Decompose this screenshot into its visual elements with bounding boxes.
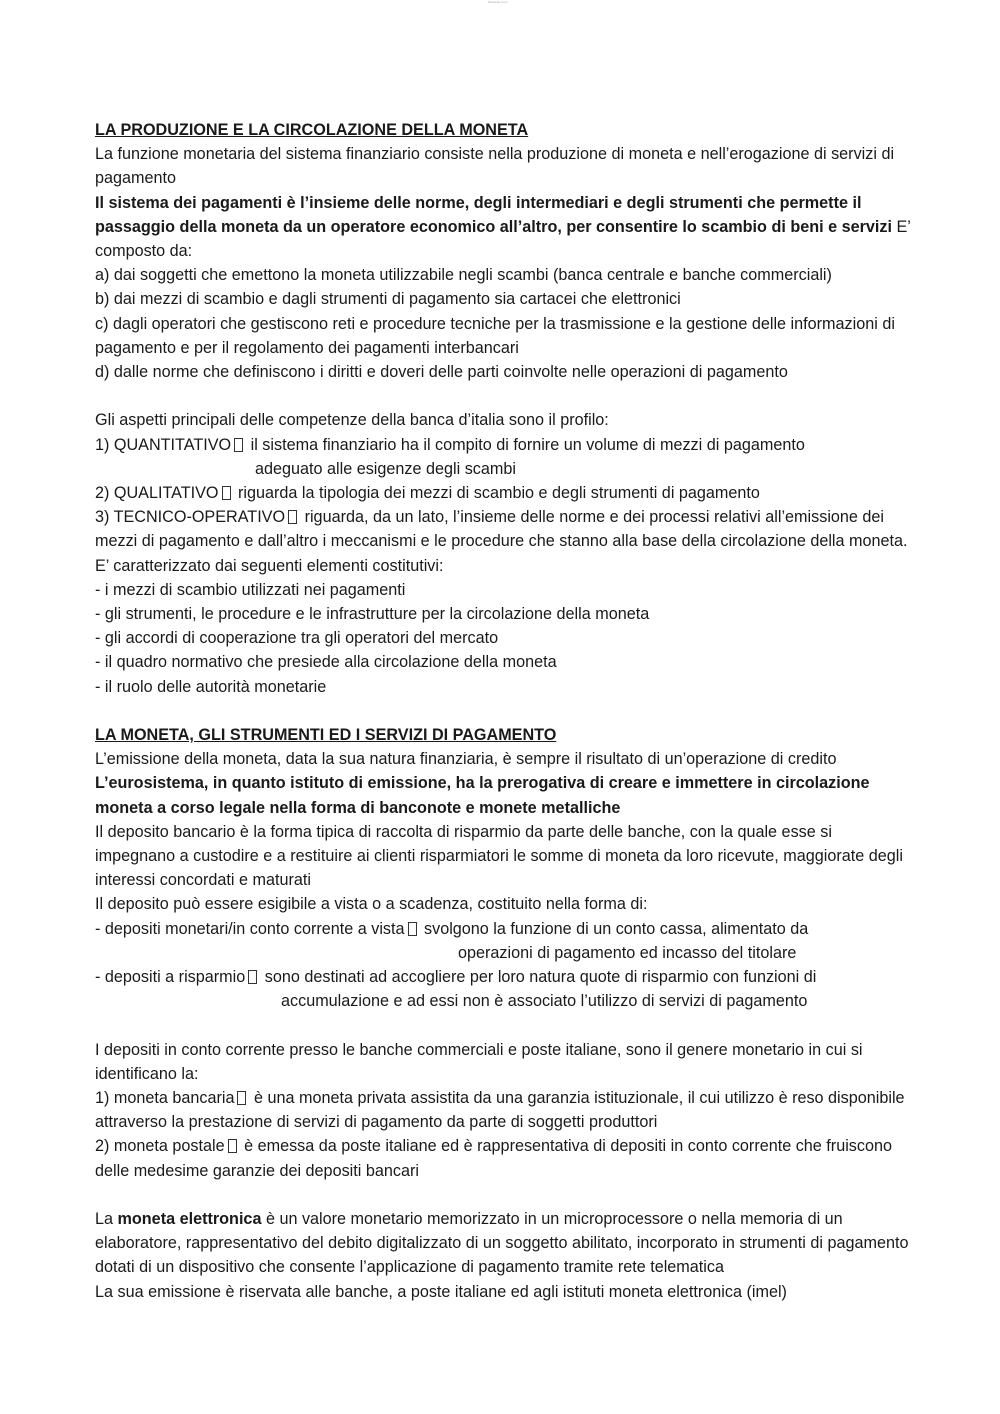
label: 1) QUANTITATIVO [95, 435, 232, 454]
document-body [95, 118, 915, 1304]
text: il sistema finanziario ha il compito di fornire un volume di mezzi di pagamento [246, 435, 805, 454]
paragraph: La funzione monetaria del sistema finanziario consiste nella produzione di moneta e nell’erogazione di servizi di pagamento [95, 145, 895, 188]
text: svolgono la funzione di un conto cassa, alimentato da [419, 919, 809, 938]
continuation-line: operazioni di pagamento ed incasso del titolare [458, 943, 797, 962]
list-item: - il ruolo delle autorità monetarie [95, 677, 327, 696]
list-item: - il quadro normativo che presiede alla circolazione della moneta [95, 653, 557, 672]
list-item [95, 1134, 915, 1182]
label: 1) moneta bancaria [95, 1089, 235, 1108]
list-item [95, 917, 915, 941]
arrow-icon [234, 438, 243, 452]
list-item [95, 1086, 915, 1134]
list-item: - gli strumenti, le procedure e le infrastrutture per la circolazione della moneta [95, 605, 650, 624]
label: 3) TECNICO-OPERATIVO [95, 508, 286, 527]
label: 2) QUALITATIVO [95, 484, 219, 503]
list-item [95, 481, 915, 505]
paragraph: I depositi in conto corrente presso le banche commerciali e poste italiane, sono il genere monetario in cui si identificano la: [95, 1040, 863, 1083]
bold-paragraph: L’eurosistema, in quanto istituto di emissione, ha la prerogativa di creare e immettere in circolazione moneta a corso legale nella forma di banconote e monete metalliche [95, 774, 870, 817]
arrow-icon [222, 486, 231, 500]
text: sono destinati ad accogliere per loro natura quote di risparmio con funzioni di [260, 968, 817, 987]
paragraph [95, 191, 915, 264]
label: - depositi a risparmio [95, 968, 246, 987]
label: 2) moneta postale [95, 1137, 225, 1156]
list-item [95, 505, 915, 578]
arrow-icon [408, 922, 417, 936]
list-item: c) dagli operatori che gestiscono reti e procedure tecniche per la trasmissione e la gestione delle informazioni di pagamento e per il regolamento dei pagamenti interbancari [95, 314, 895, 357]
paragraph: Gli aspetti principali delle competenze della banca d’italia sono il profilo: [95, 411, 609, 430]
list-item: a) dai soggetti che emettono la moneta utilizzabile negli scambi (banca centrale e banche commerciali) [95, 266, 832, 285]
list-item: - i mezzi di scambio utilizzati nei pagamenti [95, 580, 406, 599]
list-item [95, 965, 915, 989]
list-item: - gli accordi di cooperazione tra gli operatori del mercato [95, 629, 499, 648]
bold-term: moneta elettronica [117, 1210, 262, 1229]
paragraph: Il deposito può essere esigibile a vista o a scadenza, costituito nella forma di: [95, 895, 648, 914]
continuation-line: adeguato alle esigenze degli scambi [255, 459, 516, 478]
label: - depositi monetari/in conto corrente a vista [95, 919, 405, 938]
arrow-icon [237, 1091, 246, 1105]
paragraph: La sua emissione è riservata alle banche, a poste italiane ed agli istituti moneta elettronica (imel) [95, 1282, 787, 1301]
text: La [95, 1210, 118, 1229]
text: è emessa da poste italiane ed è rappresentativa di depositi in conto corrente che fruiscono delle medesime garanzie dei depositi bancari [95, 1137, 892, 1180]
arrow-icon [248, 970, 257, 984]
paragraph: Il deposito bancario è la forma tipica di raccolta di risparmio da parte delle banche, con la quale esse si impegnano a custodire e a restituire ai clienti risparmiatori le somme di moneta da loro ricevute, maggiorate degli interessi concordati e maturati [95, 822, 903, 890]
text: è un valore monetario memorizzato in un microprocessore o nella memoria di un elaboratore, rappresentativo del debito digitalizzato di un soggetto abilitato, incorporato in strumenti di pagamento dotati di un dispositivo che consente l’applicazione di pagamento tramite rete telematica [95, 1210, 909, 1277]
text: E’ composto da: [95, 217, 911, 261]
text: riguarda, da un lato, l’insieme delle norme e dei processi relativi all’emissione dei mezzi di pagamento e dall’altro i meccanismi e le procedure che stanno alla base della circolazione della moneta. E’ caratterizzato dai seguenti elementi costitutivi: [95, 508, 908, 575]
list-item [95, 433, 915, 457]
paragraph [95, 1207, 915, 1280]
paragraph: L’emissione della moneta, data la sua natura finanziaria, è sempre il risultato di un’operazione di credito [95, 750, 837, 769]
text: riguarda la tipologia dei mezzi di scambio e degli strumenti di pagamento [233, 484, 760, 503]
watermark: Studocu.com [488, 0, 508, 4]
list-item: d) dalle norme che definiscono i diritti e doveri delle parti coinvolte nelle operazioni di pagamento [95, 363, 788, 382]
arrow-icon [228, 1139, 237, 1153]
section-heading: LA MONETA, GLI STRUMENTI ED I SERVIZI DI PAGAMENTO [95, 726, 557, 745]
arrow-icon [288, 510, 297, 524]
section-heading: LA PRODUZIONE E LA CIRCOLAZIONE DELLA MONETA [95, 121, 529, 139]
bold-definition: Il sistema dei pagamenti è l’insieme delle norme, degli intermediari e degli strumenti che permette il passaggio della moneta da un operatore economico all’altro, per consentire lo scambio di beni e servizi [95, 193, 892, 236]
text: è una moneta privata assistita da una garanzia istituzionale, il cui utilizzo è reso disponibile attraverso la prestazione di servizi di pagamento da parte di soggetti produttori [95, 1089, 905, 1132]
continuation-line: accumulazione e ad essi non è associato l’utilizzo di servizi di pagamento [281, 992, 808, 1011]
list-item: b) dai mezzi di scambio e dagli strumenti di pagamento sia cartacei che elettronici [95, 290, 681, 309]
